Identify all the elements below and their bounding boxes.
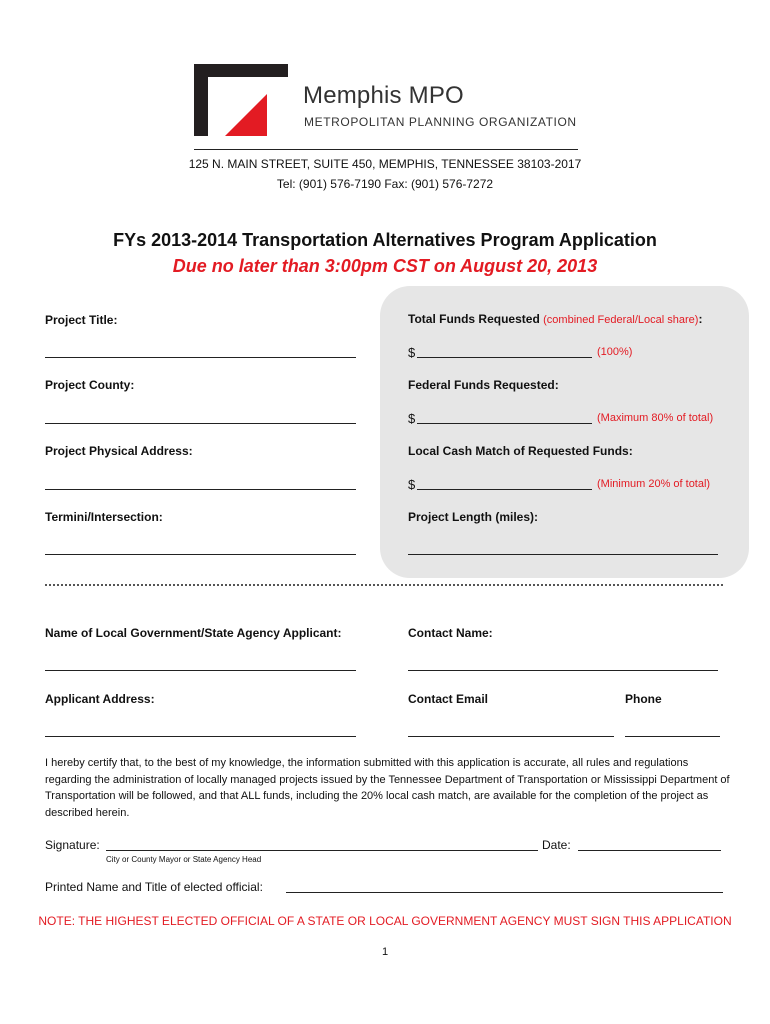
printed-name-label: Printed Name and Title of elected official:	[45, 880, 263, 894]
project-county-field[interactable]	[45, 423, 356, 424]
total-funds-colon: :	[698, 312, 703, 326]
local-match-note: (Minimum 20% of total)	[597, 478, 711, 490]
contact-name-field[interactable]	[408, 670, 718, 671]
project-county-label: Project County:	[45, 378, 135, 392]
page-number: 1	[381, 946, 389, 958]
contact-name-label: Contact Name:	[408, 626, 493, 640]
signing-note: NOTE: THE HIGHEST ELECTED OFFICIAL OF A STATE OR LOCAL GOVERNMENT AGENCY MUST SIGN THIS APPLICATION	[38, 914, 732, 928]
total-funds-note: (combined Federal/Local share)	[543, 314, 699, 326]
due-date-notice: Due no later than 3:00pm CST on August 20, 2013	[172, 256, 598, 276]
phone-field[interactable]	[625, 736, 720, 737]
termini-field[interactable]	[45, 554, 356, 555]
org-name: Memphis MPO	[303, 82, 464, 109]
physical-address-field[interactable]	[45, 489, 356, 490]
org-phones: Tel: (901) 576-7190 Fax: (901) 576-7272	[276, 177, 494, 191]
federal-funds-field[interactable]	[417, 423, 592, 424]
signer-caption: City or County Mayor or State Agency Head	[106, 855, 262, 864]
logo-red-wedge-icon	[225, 94, 267, 136]
date-label: Date:	[542, 838, 571, 852]
project-title-field[interactable]	[45, 357, 356, 358]
agency-applicant-field[interactable]	[45, 670, 356, 671]
mpo-logo-icon	[194, 64, 288, 136]
project-title-label: Project Title:	[45, 313, 118, 327]
project-length-label: Project Length (miles):	[408, 510, 539, 524]
federal-funds-dollar: $	[408, 411, 416, 426]
local-match-dollar: $	[408, 477, 416, 492]
federal-funds-label: Federal Funds Requested:	[408, 378, 559, 392]
local-match-label: Local Cash Match of Requested Funds:	[408, 444, 633, 458]
printed-name-field[interactable]	[286, 892, 723, 893]
contact-email-label: Contact Email	[408, 692, 489, 706]
org-subtitle: METROPOLITAN PLANNING ORGANIZATION	[304, 115, 577, 129]
funds-panel	[380, 286, 749, 578]
date-field[interactable]	[578, 850, 721, 851]
total-funds-label-text: Total Funds Requested	[408, 312, 540, 326]
contact-email-field[interactable]	[408, 736, 614, 737]
header-divider	[194, 149, 578, 150]
total-funds-dollar: $	[408, 345, 416, 360]
total-funds-percent: (100%)	[597, 346, 633, 358]
physical-address-label: Project Physical Address:	[45, 444, 193, 458]
applicant-address-field[interactable]	[45, 736, 356, 737]
total-funds-field[interactable]	[417, 357, 592, 358]
certification-text: I hereby certify that, to the best of my knowledge, the information submitted with this application is accurate, all rules and regulations regarding the administration of locally managed projects issued by the Tennessee Department of Transportation or Mississippi Department of Transportation will be followed, and that ALL funds, including the 20% local cash match, are available for the completion of the project as described herein.	[45, 757, 730, 819]
project-length-field[interactable]	[408, 554, 718, 555]
org-address: 125 N. MAIN STREET, SUITE 450, MEMPHIS, TENNESSEE 38103-2017	[188, 157, 582, 171]
signature-field[interactable]	[106, 850, 538, 851]
termini-label: Termini/Intersection:	[45, 510, 163, 524]
page-title: FYs 2013-2014 Transportation Alternatives Program Application	[113, 230, 657, 250]
signature-label: Signature:	[45, 838, 100, 852]
federal-funds-note: (Maximum 80% of total)	[597, 412, 714, 424]
local-match-field[interactable]	[417, 489, 592, 490]
applicant-address-label: Applicant Address:	[45, 692, 155, 706]
total-funds-label	[408, 312, 702, 326]
phone-label: Phone	[625, 692, 662, 706]
section-divider	[45, 584, 723, 586]
agency-applicant-label: Name of Local Government/State Agency Applicant:	[45, 626, 342, 640]
